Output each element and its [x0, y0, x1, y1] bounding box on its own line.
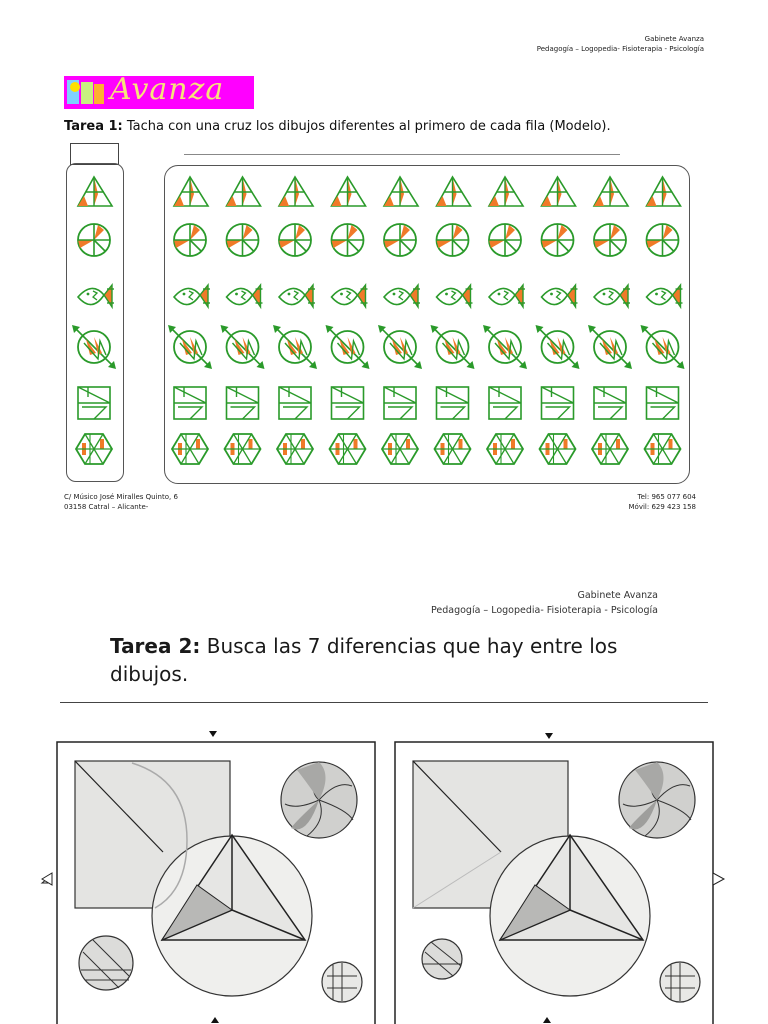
square-figure-icon[interactable] — [174, 387, 206, 419]
fish-figure-icon[interactable] — [542, 285, 578, 307]
left-picture — [57, 742, 375, 1024]
fish-figure-icon[interactable] — [174, 285, 210, 307]
task2-instruction — [110, 632, 658, 688]
task1-text: Tacha con una cruz los dibujos diferentes al primero de cada fila (Modelo). — [126, 119, 611, 134]
fish-figure-icon[interactable] — [594, 285, 630, 307]
triangle-figure-icon[interactable] — [437, 177, 471, 206]
page2-header — [400, 588, 658, 618]
square-figure-icon[interactable] — [437, 387, 469, 419]
square-figure-icon[interactable] — [647, 387, 679, 419]
divider-line — [60, 702, 708, 703]
triangle-figure-icon[interactable] — [174, 177, 208, 206]
arrow-circle-figure-icon — [72, 325, 116, 369]
circle-figure-icon[interactable] — [594, 224, 626, 256]
arrow-circle-figure-icon[interactable] — [273, 325, 317, 369]
triangle-figure-icon[interactable] — [594, 177, 628, 206]
header-services: Pedagogía – Logopedia- Fisioterapia - Psicología — [536, 45, 704, 53]
square-figure-icon[interactable] — [384, 387, 416, 419]
triangle-figure-icon[interactable] — [332, 177, 366, 206]
triangle-figure-icon[interactable] — [647, 177, 681, 206]
circle-figure-icon[interactable] — [542, 224, 574, 256]
arrow-circle-figure-icon[interactable] — [483, 325, 527, 369]
marker-down-icon — [209, 731, 217, 737]
address-line1: C/ Músico José Miralles Quinto, 6 — [64, 493, 178, 501]
header-company: Gabinete Avanza — [577, 590, 658, 601]
arrow-circle-figure-icon[interactable] — [588, 325, 632, 369]
fish-figure-icon[interactable] — [227, 285, 263, 307]
header-services: Pedagogía – Logopedia- Fisioterapia - Psicología — [430, 605, 658, 616]
page1-footer-contact — [560, 492, 696, 512]
fish-figure-icon[interactable] — [489, 285, 525, 307]
triangle-figure-icon[interactable] — [384, 177, 418, 206]
fish-figure-icon[interactable] — [647, 285, 683, 307]
circle-figure-icon[interactable] — [332, 224, 364, 256]
square-figure-icon[interactable] — [227, 387, 259, 419]
marker-right-icon — [713, 873, 724, 885]
address-line2: 03158 Catral – Alicante- — [64, 503, 149, 511]
hexagon-figure-icon[interactable] — [435, 434, 471, 464]
circle-figure-icon[interactable] — [437, 224, 469, 256]
task1-label: Tarea 1: — [64, 119, 123, 134]
hexagon-figure-icon[interactable] — [225, 434, 261, 464]
triangle-figure-icon[interactable] — [542, 177, 576, 206]
arrow-circle-figure-icon[interactable] — [641, 325, 685, 369]
hexagon-figure-icon[interactable] — [277, 434, 313, 464]
fish-figure-icon[interactable] — [332, 285, 368, 307]
hexagon-figure-icon[interactable] — [645, 434, 681, 464]
circle-figure-icon[interactable] — [279, 224, 311, 256]
differences-pictures — [0, 720, 768, 1024]
hexagon-figure-icon[interactable] — [172, 434, 208, 464]
circle-figure-icon[interactable] — [489, 224, 521, 256]
hexagon-figure-icon — [76, 434, 112, 464]
triangle-figure-icon[interactable] — [279, 177, 313, 206]
arrow-circle-figure-icon[interactable] — [168, 325, 212, 369]
arrow-circle-figure-icon[interactable] — [326, 325, 370, 369]
square-figure-icon[interactable] — [489, 387, 521, 419]
phone: Tel: 965 077 604 — [637, 493, 696, 501]
triangle-figure-icon[interactable] — [227, 177, 261, 206]
square-figure-icon[interactable] — [542, 387, 574, 419]
triangle-figure-icon[interactable] — [489, 177, 523, 206]
fish-figure-icon — [78, 285, 114, 307]
circle-figure-icon[interactable] — [227, 224, 259, 256]
square-figure-icon[interactable] — [279, 387, 311, 419]
hexagon-figure-icon[interactable] — [540, 434, 576, 464]
arrow-circle-figure-icon[interactable] — [431, 325, 475, 369]
right-picture — [395, 742, 713, 1024]
square-figure-icon[interactable] — [594, 387, 626, 419]
arrow-circle-figure-icon[interactable] — [536, 325, 580, 369]
task2-label: Tarea 2: — [110, 634, 201, 658]
hexagon-figure-icon[interactable] — [330, 434, 366, 464]
hexagon-figure-icon[interactable] — [487, 434, 523, 464]
arrow-circle-figure-icon[interactable] — [378, 325, 422, 369]
triangle-figure-icon — [78, 177, 112, 206]
circle-figure-icon[interactable] — [384, 224, 416, 256]
task2-text: Busca las 7 diferencias que hay entre los dibujos. — [110, 634, 618, 686]
hexagon-figure-icon[interactable] — [592, 434, 628, 464]
arrow-circle-figure-icon[interactable] — [221, 325, 265, 369]
circle-figure-icon — [78, 224, 110, 256]
square-figure-icon[interactable] — [332, 387, 364, 419]
logo-text: Avanza — [110, 72, 225, 107]
circle-figure-icon[interactable] — [174, 224, 206, 256]
page1-footer-address — [64, 492, 178, 512]
marker-down-icon — [545, 733, 553, 739]
task1-figures — [0, 0, 768, 500]
fish-figure-icon[interactable] — [279, 285, 315, 307]
mobile: Móvil: 629 423 158 — [628, 503, 696, 511]
fish-figure-icon[interactable] — [384, 285, 420, 307]
circle-figure-icon[interactable] — [647, 224, 679, 256]
hexagon-figure-icon[interactable] — [382, 434, 418, 464]
header-company: Gabinete Avanza — [644, 35, 704, 43]
square-figure-icon — [78, 387, 110, 419]
fish-figure-icon[interactable] — [437, 285, 473, 307]
